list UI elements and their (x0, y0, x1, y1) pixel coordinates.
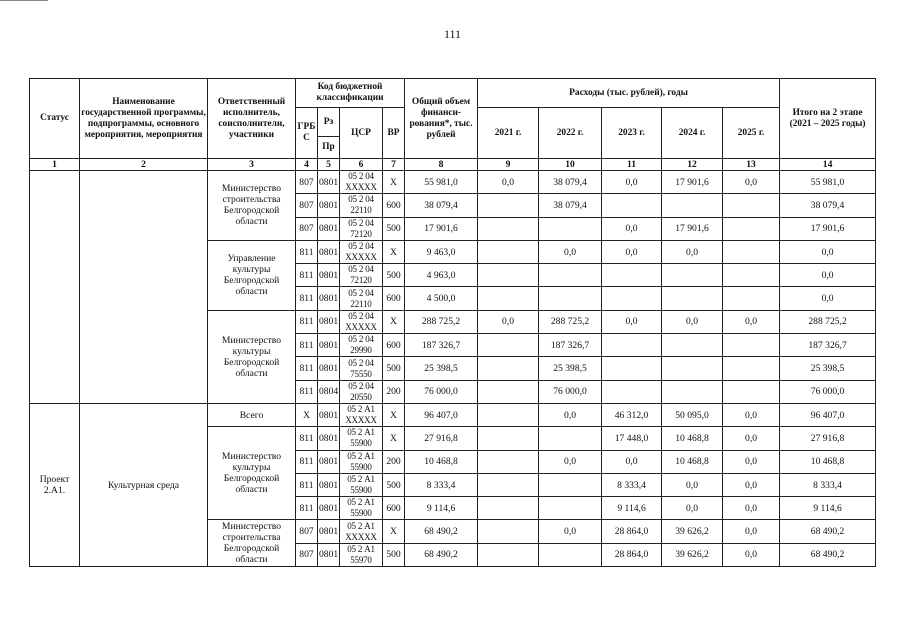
rz-cell: 0804 (318, 380, 340, 403)
year-2025-cell (723, 287, 780, 310)
year-2023-cell: 28 864,0 (602, 543, 662, 566)
column-number: 8 (405, 159, 478, 171)
header-name: Наименование государственной программы, подпрограммы, основного мероприятия, мероприятия (80, 79, 208, 159)
total-financing-cell: 10 468,8 (405, 450, 478, 473)
rz-cell: 0801 (318, 194, 340, 217)
header-rz: Рз (318, 108, 340, 137)
executor-cell: Всего (208, 403, 296, 426)
rz-cell: 0801 (318, 543, 340, 566)
grbs-cell: 811 (296, 450, 318, 473)
year-2023-cell (602, 287, 662, 310)
csr-cell: 05 2 04 75550 (340, 357, 383, 380)
year-2021-cell: 0,0 (478, 310, 539, 333)
year-2024-cell: 0,0 (662, 310, 723, 333)
grbs-cell: 807 (296, 217, 318, 240)
year-2021-cell (478, 334, 539, 357)
year-2021-cell (478, 240, 539, 263)
executor-cell: Министерство культуры Белгородской области (208, 310, 296, 403)
header-year-2025: 2025 г. (723, 108, 780, 159)
rz-cell: 0801 (318, 287, 340, 310)
rz-cell: 0801 (318, 473, 340, 496)
csr-cell: 05 2 04 ХХХХХ (340, 240, 383, 263)
year-2024-cell: 10 468,8 (662, 450, 723, 473)
stage-total-cell: 8 333,4 (780, 473, 876, 496)
year-2023-cell (602, 334, 662, 357)
year-2023-cell: 17 448,0 (602, 427, 662, 450)
stage-total-cell: 9 114,6 (780, 497, 876, 520)
year-2022-cell (539, 217, 602, 240)
year-2024-cell: 17 901,6 (662, 171, 723, 194)
column-number: 14 (780, 159, 876, 171)
year-2025-cell (723, 380, 780, 403)
year-2023-cell: 8 333,4 (602, 473, 662, 496)
year-2022-cell: 0,0 (539, 450, 602, 473)
year-2021-cell (478, 450, 539, 473)
rz-cell: 0801 (318, 171, 340, 194)
grbs-cell: Х (296, 403, 318, 426)
year-2024-cell: 50 095,0 (662, 403, 723, 426)
rz-cell: 0801 (318, 264, 340, 287)
grbs-cell: 811 (296, 380, 318, 403)
grbs-cell: 811 (296, 357, 318, 380)
column-number: 2 (80, 159, 208, 171)
year-2024-cell: 0,0 (662, 240, 723, 263)
year-2023-cell: 0,0 (602, 240, 662, 263)
grbs-cell: 811 (296, 264, 318, 287)
stage-total-cell: 68 490,2 (780, 543, 876, 566)
header-grbs: ГРБ С (296, 108, 318, 159)
total-financing-cell: 38 079,4 (405, 194, 478, 217)
executor-cell: Министерство строительства Белгородской области (208, 520, 296, 567)
vr-cell: 600 (383, 334, 405, 357)
year-2025-cell: 0,0 (723, 403, 780, 426)
header-csr: ЦСР (340, 108, 383, 159)
column-number: 11 (602, 159, 662, 171)
grbs-cell: 811 (296, 427, 318, 450)
year-2021-cell (478, 520, 539, 543)
table-body (30, 79, 876, 567)
year-2023-cell: 0,0 (602, 217, 662, 240)
year-2022-cell: 76 000,0 (539, 380, 602, 403)
year-2021-cell (478, 264, 539, 287)
stage-total-cell: 0,0 (780, 264, 876, 287)
rz-cell: 0801 (318, 520, 340, 543)
stage-total-cell: 55 981,0 (780, 171, 876, 194)
year-2023-cell (602, 357, 662, 380)
year-2022-cell: 0,0 (539, 403, 602, 426)
header-executor: Ответственный исполнитель, соисполнители, участники (208, 79, 296, 159)
year-2025-cell (723, 264, 780, 287)
total-financing-cell: 96 407,0 (405, 403, 478, 426)
status-cell-empty (30, 171, 80, 404)
year-2022-cell (539, 287, 602, 310)
header-year-2024: 2024 г. (662, 108, 723, 159)
rz-cell: 0801 (318, 403, 340, 426)
year-2024-cell (662, 357, 723, 380)
year-2022-cell: 38 079,4 (539, 171, 602, 194)
year-2024-cell (662, 287, 723, 310)
stage-total-cell: 10 468,8 (780, 450, 876, 473)
column-number: 12 (662, 159, 723, 171)
year-2021-cell (478, 427, 539, 450)
grbs-cell: 807 (296, 543, 318, 566)
stage-total-cell: 76 000,0 (780, 380, 876, 403)
grbs-cell: 811 (296, 473, 318, 496)
total-financing-cell: 4 500,0 (405, 287, 478, 310)
grbs-cell: 811 (296, 497, 318, 520)
header-year-2023: 2023 г. (602, 108, 662, 159)
column-number: 7 (383, 159, 405, 171)
year-2021-cell (478, 380, 539, 403)
year-2024-cell: 0,0 (662, 497, 723, 520)
total-financing-cell: 55 981,0 (405, 171, 478, 194)
year-2025-cell (723, 334, 780, 357)
vr-cell: 600 (383, 497, 405, 520)
year-2023-cell: 46 312,0 (602, 403, 662, 426)
header-status: Статус (30, 79, 80, 159)
grbs-cell: 811 (296, 310, 318, 333)
year-2025-cell: 0,0 (723, 497, 780, 520)
scan-edge-line (0, 0, 48, 1)
total-financing-cell: 9 114,6 (405, 497, 478, 520)
csr-cell: 05 2 А1 55900 (340, 473, 383, 496)
stage-total-cell: 0,0 (780, 287, 876, 310)
year-2024-cell: 0,0 (662, 473, 723, 496)
csr-cell: 05 2 А1 55900 (340, 427, 383, 450)
rz-cell: 0801 (318, 427, 340, 450)
grbs-cell: 811 (296, 240, 318, 263)
name-cell-empty (80, 171, 208, 404)
project-name-cell: Культурная среда (80, 403, 208, 566)
header-budget-code: Код бюджетной классификации (296, 79, 405, 108)
year-2021-cell (478, 543, 539, 566)
year-2024-cell (662, 194, 723, 217)
year-2025-cell: 0,0 (723, 473, 780, 496)
total-financing-cell: 68 490,2 (405, 543, 478, 566)
vr-cell: Х (383, 403, 405, 426)
rz-cell: 0801 (318, 217, 340, 240)
vr-cell: 500 (383, 473, 405, 496)
total-financing-cell: 25 398,5 (405, 357, 478, 380)
csr-cell: 05 2 А1 ХХХХХ (340, 520, 383, 543)
executor-cell: Управление культуры Белгородской области (208, 240, 296, 310)
year-2025-cell (723, 240, 780, 263)
csr-cell: 05 2 04 72120 (340, 264, 383, 287)
header-pr: Пр (318, 137, 340, 159)
vr-cell: 200 (383, 450, 405, 473)
vr-cell: Х (383, 240, 405, 263)
vr-cell: Х (383, 310, 405, 333)
project-status-cell: Проект 2.А1. (30, 403, 80, 566)
year-2022-cell: 0,0 (539, 240, 602, 263)
year-2023-cell: 0,0 (602, 310, 662, 333)
header-expenses: Расходы (тыс. рублей), годы (478, 79, 780, 108)
grbs-cell: 807 (296, 171, 318, 194)
header-year-2021: 2021 г. (478, 108, 539, 159)
year-2022-cell: 187 326,7 (539, 334, 602, 357)
csr-cell: 05 2 А1 55970 (340, 543, 383, 566)
year-2025-cell: 0,0 (723, 310, 780, 333)
year-2025-cell (723, 357, 780, 380)
total-financing-cell: 8 333,4 (405, 473, 478, 496)
year-2025-cell (723, 194, 780, 217)
stage-total-cell: 25 398,5 (780, 357, 876, 380)
header-total-financing: Общий объем финанси-рования*, тыс. рублей (405, 79, 478, 159)
rz-cell: 0801 (318, 497, 340, 520)
csr-cell: 05 2 А1 ХХХХХ (340, 403, 383, 426)
year-2025-cell: 0,0 (723, 427, 780, 450)
year-2021-cell (478, 287, 539, 310)
total-financing-cell: 9 463,0 (405, 240, 478, 263)
year-2021-cell (478, 403, 539, 426)
year-2023-cell: 9 114,6 (602, 497, 662, 520)
grbs-cell: 807 (296, 520, 318, 543)
stage-total-cell: 27 916,8 (780, 427, 876, 450)
page-number: 111 (443, 27, 462, 41)
year-2023-cell: 0,0 (602, 450, 662, 473)
table-row (30, 403, 876, 426)
total-financing-cell: 187 326,7 (405, 334, 478, 357)
year-2025-cell: 0,0 (723, 543, 780, 566)
year-2021-cell: 0,0 (478, 171, 539, 194)
year-2025-cell (723, 217, 780, 240)
csr-cell: 05 2 А1 55900 (340, 497, 383, 520)
stage-total-cell: 0,0 (780, 240, 876, 263)
rz-cell: 0801 (318, 450, 340, 473)
column-number: 9 (478, 159, 539, 171)
year-2024-cell (662, 264, 723, 287)
year-2021-cell (478, 217, 539, 240)
column-number: 6 (340, 159, 383, 171)
column-number: 3 (208, 159, 296, 171)
rz-cell: 0801 (318, 334, 340, 357)
total-financing-cell: 288 725,2 (405, 310, 478, 333)
budget-table (29, 78, 876, 567)
column-number: 10 (539, 159, 602, 171)
total-financing-cell: 4 963,0 (405, 264, 478, 287)
year-2021-cell (478, 473, 539, 496)
column-number: 4 (296, 159, 318, 171)
stage-total-cell: 96 407,0 (780, 403, 876, 426)
year-2023-cell (602, 380, 662, 403)
column-number-row (30, 159, 876, 171)
grbs-cell: 811 (296, 287, 318, 310)
vr-cell: Х (383, 520, 405, 543)
csr-cell: 05 2 04 ХХХХХ (340, 171, 383, 194)
year-2024-cell (662, 334, 723, 357)
year-2023-cell: 28 864,0 (602, 520, 662, 543)
stage-total-cell: 187 326,7 (780, 334, 876, 357)
total-financing-cell: 76 000,0 (405, 380, 478, 403)
csr-cell: 05 2 А1 55900 (340, 450, 383, 473)
vr-cell: 200 (383, 380, 405, 403)
year-2022-cell (539, 264, 602, 287)
year-2022-cell: 288 725,2 (539, 310, 602, 333)
stage-total-cell: 68 490,2 (780, 520, 876, 543)
csr-cell: 05 2 04 ХХХХХ (340, 310, 383, 333)
year-2023-cell (602, 194, 662, 217)
year-2024-cell (662, 380, 723, 403)
header-vr: ВР (383, 108, 405, 159)
year-2023-cell: 0,0 (602, 171, 662, 194)
table-row (30, 171, 876, 194)
year-2022-cell: 25 398,5 (539, 357, 602, 380)
vr-cell: 500 (383, 357, 405, 380)
csr-cell: 05 2 04 20550 (340, 380, 383, 403)
csr-cell: 05 2 04 22110 (340, 287, 383, 310)
grbs-cell: 807 (296, 194, 318, 217)
year-2024-cell: 17 901,6 (662, 217, 723, 240)
rz-cell: 0801 (318, 310, 340, 333)
csr-cell: 05 2 04 29990 (340, 334, 383, 357)
year-2022-cell (539, 497, 602, 520)
year-2022-cell (539, 427, 602, 450)
header-year-2022: 2022 г. (539, 108, 602, 159)
vr-cell: 600 (383, 194, 405, 217)
stage-total-cell: 38 079,4 (780, 194, 876, 217)
rz-cell: 0801 (318, 357, 340, 380)
year-2022-cell: 38 079,4 (539, 194, 602, 217)
stage-total-cell: 288 725,2 (780, 310, 876, 333)
vr-cell: Х (383, 171, 405, 194)
year-2024-cell: 39 626,2 (662, 520, 723, 543)
year-2022-cell (539, 543, 602, 566)
vr-cell: 500 (383, 543, 405, 566)
year-2022-cell: 0,0 (539, 520, 602, 543)
csr-cell: 05 2 04 72120 (340, 217, 383, 240)
year-2021-cell (478, 497, 539, 520)
year-2021-cell (478, 357, 539, 380)
year-2021-cell (478, 194, 539, 217)
year-2022-cell (539, 473, 602, 496)
column-number: 5 (318, 159, 340, 171)
column-number: 1 (30, 159, 80, 171)
rz-cell: 0801 (318, 240, 340, 263)
year-2025-cell: 0,0 (723, 520, 780, 543)
year-2024-cell: 10 468,8 (662, 427, 723, 450)
grbs-cell: 811 (296, 334, 318, 357)
year-2025-cell: 0,0 (723, 450, 780, 473)
vr-cell: 500 (383, 264, 405, 287)
column-number: 13 (723, 159, 780, 171)
executor-cell: Министерство культуры Белгородской области (208, 427, 296, 520)
stage-total-cell: 17 901,6 (780, 217, 876, 240)
total-financing-cell: 17 901,6 (405, 217, 478, 240)
total-financing-cell: 68 490,2 (405, 520, 478, 543)
header-stage-total: Итого на 2 этапе (2021 – 2025 годы) (780, 79, 876, 159)
csr-cell: 05 2 04 22110 (340, 194, 383, 217)
year-2024-cell: 39 626,2 (662, 543, 723, 566)
year-2023-cell (602, 264, 662, 287)
year-2025-cell: 0,0 (723, 171, 780, 194)
executor-cell: Министерство строительства Белгородской области (208, 171, 296, 241)
vr-cell: 500 (383, 217, 405, 240)
vr-cell: Х (383, 427, 405, 450)
vr-cell: 600 (383, 287, 405, 310)
total-financing-cell: 27 916,8 (405, 427, 478, 450)
